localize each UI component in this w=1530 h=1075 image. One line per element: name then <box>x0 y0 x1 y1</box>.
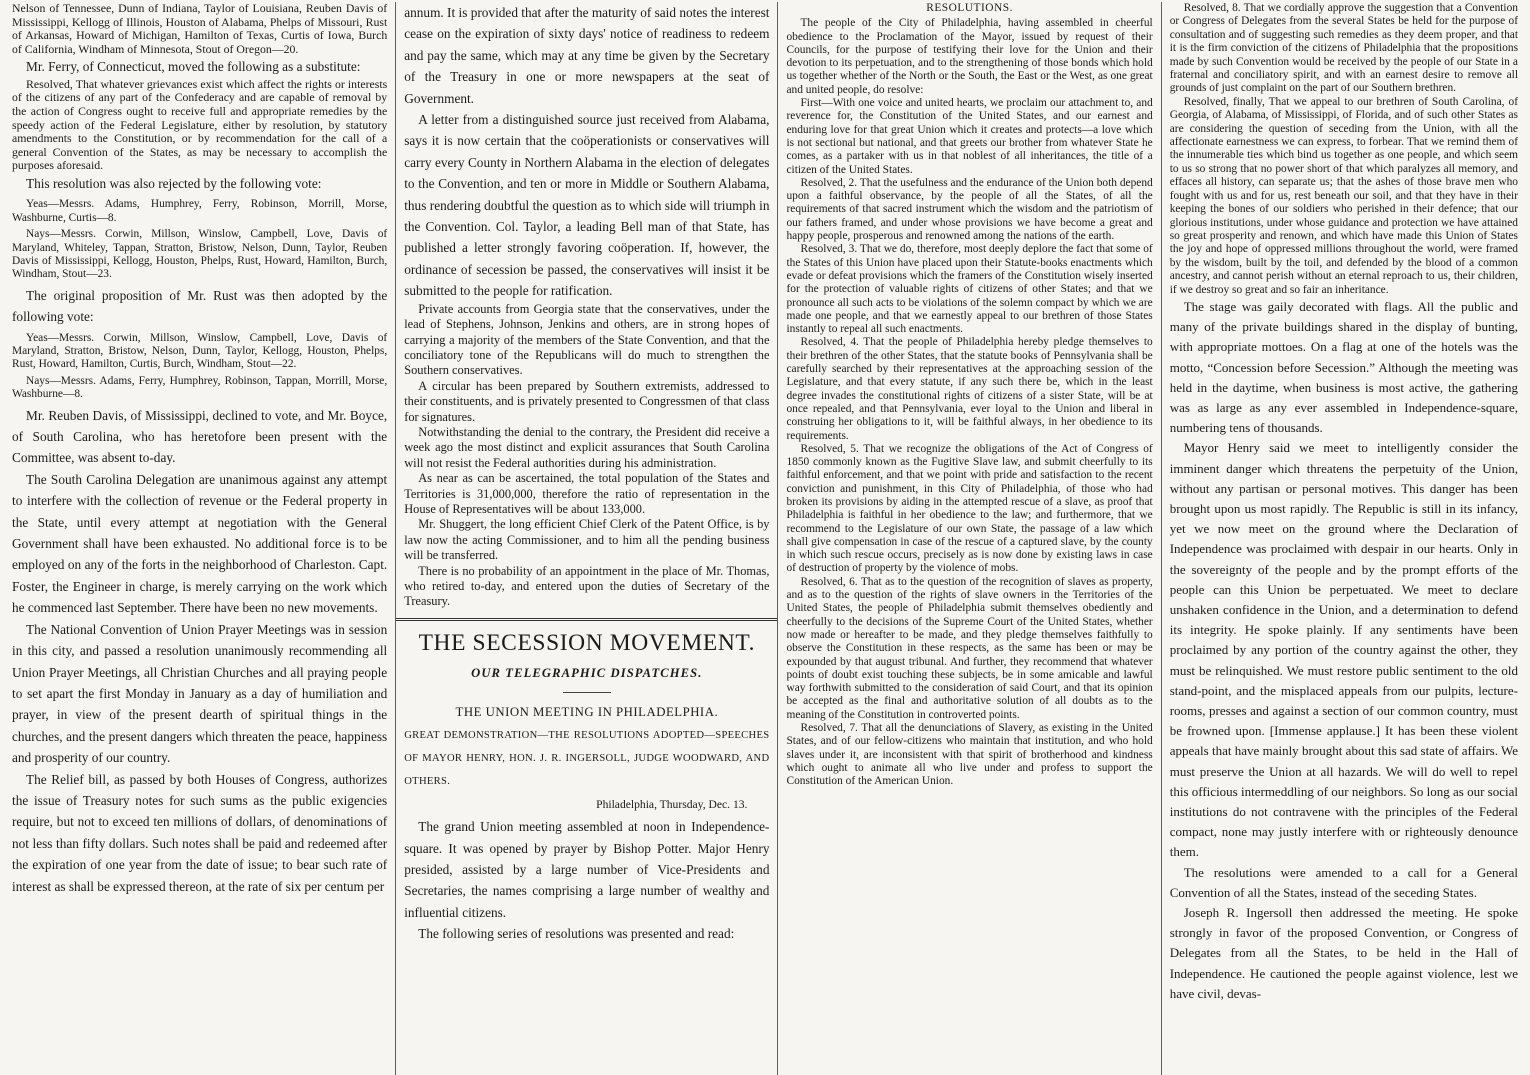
davis-boyce-paragraph: Mr. Reuben Davis, of Mississippi, declined to vote, and Mr. Boyce, of South Carolina, who has heretofore been present with the Committee, was absent to-day. <box>12 407 388 466</box>
yeas-vote-2: Yeas—Messrs. Corwin, Millson, Winslow, Campbell, Love, Davis of Maryland, Stratton, Bristow, Nelson, Dunn, Taylor, Kellogg, Houston, Phelps, Rust, Howard, Hamilton, Curtis, Burch, Windham, Stout—22. <box>12 331 388 371</box>
prayer-meeting-paragraph: The National Convention of Union Prayer Meetings was in session in this city, and passed a resolution unanimously recommending all Union Prayer Meetings, all Christian Churches and all praying people to set apart the first Monday in January as a day of humiliation and prayer, in view of the present dearth of spiritual things in the churches, and the present dangers which threaten the peace, happiness and prosperity of our country. <box>12 621 388 766</box>
yeas-vote-1: Yeas—Messrs. Adams, Humphrey, Ferry, Robinson, Morrill, Morse, Washburne, Curtis—8. <box>12 198 388 224</box>
south-carolina-delegation-paragraph: The South Carolina Delegation are unanimous against any attempt to interfere with the collection of revenue or the Federal property in the State, until every attempt at negotiation with the General Government shall have been exhausted. No additional force is to be employed on any of the forts in the neighborhood of Charleston. Capt. Foster, the Engineer in charge, is merely carrying on the work which he commenced last September. There have been no new movements. <box>12 471 388 616</box>
relief-bill-paragraph: The Relief bill, as passed by both Houses of Congress, authorizes the issue of Treasury notes for such sums as the public exigencies require, but not to exceed ten millions of dollars, of denominations of not less than fifty dollars. Such notes shall be paid and redeemed after the expiration of one year from the date of issue; to bear such rate of interest as shall be expressed thereon, at the rate of six per centum per <box>12 771 388 894</box>
resolution-7: Resolved, 7. That all the denunciations of Slavery, as existing in the United States, and of our fellow-citizens who maintain that institution, and who hold slaves under it, are inconsistent with that spirit of brotherhood and kindness which ought to animate all who live under and profess to support the Constitution of the American Union. <box>786 722 1153 788</box>
nays-vote-1: Nays—Messrs. Corwin, Millson, Winslow, Campbell, Love, Davis of Maryland, Whiteley, Tappan, Stratton, Bristow, Nelson, Dunn, Taylor, Reuben Davis of Mississippi, Kellogg, Houston, Phelps, Rust, Howard, Hamilton, Burch, Windham, Stout—23. <box>12 228 388 281</box>
resolution-2: Resolved, 2. That the usefulness and the endurance of the Union both depend upon a faithful observance, by the people of all the States, of all the requirements of that sacred instrument which the wisdom and the patriotism of our fathers framed, and under whose provisions we have become a great and happy people, prosperous and renowned among the nations of the earth. <box>786 176 1153 243</box>
ferry-motion: Mr. Ferry, of Connecticut, moved the following as a substitute: <box>26 59 361 75</box>
dateline: Philadelphia, Thursday, Dec. 13. <box>596 798 748 812</box>
president-assurances-paragraph: Notwithstanding the denial to the contrary, the President did receive a week ago the most distinct and explicit assurances that South Carolina will not resist the Federal authorities during his administration. <box>404 424 770 470</box>
resolution-5: Resolved, 5. That we recognize the obligations of the Act of Congress of 1850 commonly known as the Fugitive Slave law, and submit cheerfully to its faithful enforcement, and that we point with pride and satisfaction to the recent conviction and punishment, in this City of Philadelphia, of those who had broken its provisions by aiding in the attempted rescue of a slave, as proof that Philadelphia is faithful in her obedience to the law; and furthermore, that we recommend to the Legislature of our own State, the passage of a law which shall give compensation in case of the rescue of a captured slave, by the county in which such rescue occurs, precisely as is now done by existing laws in case of destruction of property by the violence of mobs. <box>786 442 1153 575</box>
resolution-6: Resolved, 6. That as to the question of the recognition of slaves as property, and as to the question of the rights of slave owners in the Territories of the United States, the people of Philadelphia submit themselves obediently and cheerfully to the decisions of the Supreme Court of the United States, whether now made or hereafter to be made, and they pledge themselves faithfully to observe the Constitution in these respects, as the same has been or may be expounded by that august tribunal. And further, they recommend that whatever points of doubt exist touching these subjects, be in some amicable and lawful way forthwith submitted to the consideration of said Court, and that its opinion be accepted as the final and authoritative solution of all doubts as to the meaning of the Constitution in controverted points. <box>786 575 1153 721</box>
resolution-first: First—With one voice and united hearts, we proclaim our attachment to, and reverence for, the Constitution of the United States, and our earnest and enduring love for that great Union which it creates and protects—a love which is not sectional but national, and that greets our brother from whatever State he comes, as a partaker with us in that noblest of all inheritances, the title of a citizen of the United States. <box>786 97 1153 176</box>
short-divider <box>563 692 611 693</box>
rejection-vote-intro: This resolution was also rejected by the following vote: <box>26 175 322 191</box>
ferry-substitute-resolution: Resolved, That whatever grievances exist which affect the rights or interests of the citizens of any part of the Confederacy and are capable of removal by the action of Congress ought to receive full and appropriate remedies by the speedy action of the Federal Legislature, either by resolution, by statutory amendments to the Constitution, or by recommendation for the call of a general Convention of the States, as may be necessary to accomplish the purposes aforesaid. <box>12 76 388 173</box>
resolution-3: Resolved, 3. That we do, therefore, most deeply deplore the fact that some of the States of this Union have placed upon their Statute-books enactments which evade or defeat provisions which the framers of the Constitution wisely inserted for the protection of valuable rights of citizens of other States; and that we pronounce all such acts to be violations of the solemn compact by which we are made one people, and that we earnestly appeal to our brethren of those States instantly to repeal all such enactments. <box>786 243 1153 336</box>
nays-vote-2: Nays—Messrs. Adams, Ferry, Humphrey, Robinson, Tappan, Morrill, Morse, Washburne—8. <box>12 374 388 401</box>
headline: THE SECESSION MOVEMENT. <box>418 629 756 656</box>
treasury-appointment-paragraph: There is no probability of an appointment in the place of Mr. Thomas, who retired to-day, and entered upon the duties of Secretary of the Treasury. <box>404 563 770 609</box>
column-3 <box>778 2 1160 1075</box>
subheadline: OUR TELEGRAPHIC DISPATCHES. <box>471 665 703 680</box>
rust-proposition-intro: The original proposition of Mr. Rust was then adopted by the following vote: <box>12 287 388 325</box>
meeting-deck: GREAT DEMONSTRATION—THE RESOLUTIONS ADOPTED—SPEECHES OF MAYOR HENRY, HON. J. R. INGERSOLL, JUDGE WOODWARD, AND OTHERS. <box>404 730 770 788</box>
vote-list-continued: Nelson of Tennessee, Dunn of Indiana, Taylor of Louisiana, Reuben Davis of Mississippi, Kellogg of Illinois, Houston of Alabama, Phelps of Missouri, Rust of Arkansas, Howard of Michigan, Hamilton of Texas, Curtis of Iowa, Burch of California, Windham of Minnesota, Stout of Oregon—20. <box>12 2 388 56</box>
circular-paragraph: A circular has been prepared by Southern extremists, addressed to their constituents, and is privately presented to Congressmen of that class for signatures. <box>404 378 770 424</box>
alabama-letter-paragraph: A letter from a distinguished source just received from Alabama, says it is now certain that the coöperationists or conservatives will carry every County in Northern Alabama in the election of delegates to the Convention, and ten or more in Middle or Southern Alabama, thus rendering doubtful the question as to which side will triumph in the Convention. Col. Taylor, a leading Bell man of that State, has published a letter strongly favoring coöperation. If, however, the ordinance of secession be passed, the conservatives will insist it be submitted to the people for ratification. <box>404 112 770 299</box>
resolution-8: Resolved, 8. That we cordially approve the suggestion that a Convention or Congress of Delegates from the several States be held for the purpose of consultation and of suggesting such remedies as they deem proper, and that it is the firm conviction of the citizens of Philadelphia that the propositions made by such Convention would be received by the people of our State in a fraternal and conciliatory spirit, and with an earnest desire to remove all grounds of just complaint on the part of our Southern brethren. <box>1169 2 1518 95</box>
mayor-henry-speech-paragraph: Mayor Henry said we meet to intelligently consider the imminent danger which threatens the perpetuity of the Union, without any partisan or personal motives. This danger has been brought upon us most rapidly. The Republic is still in its infancy, yet we now meet on the ground where the Declaration of Independence was proclaimed with despair in our hearts. Only in the sovereignty of the people and by the prompt efforts of the people can this Union be perpetuated. We meet to declare unshaken confidence in the Union, and a determination to defend its integrity. He spoke plainly. If any sentiments have been proclaimed by any portion of the country against the other, they must be relinquished. We must restore public sentiment to the old stand-point, and the misplaced appeals from our pulpits, lecture-rooms, presses and against a section of our common country, must be frowned upon. [Immense applause.] It has been these violent appeals that have mainly brought about this sad state of affairs. We must preserve the Union at all hazards. We will do well to repel this officious intermeddling of our neighbors. So long as our social institutions do not contravene with the principles of the Federal compact, none may justly interfere with or righteously denounce them. <box>1169 440 1518 860</box>
resolution-4: Resolved, 4. That the people of Philadelphia hereby pledge themselves to their brethren of the other States, that the statute books of Pennsylvania shall be carefully searched by their representatives at the approaching session of the Legislature, and that every statute, if any such there be, which in the least degree invades the constitutional rights of citizens of a sister State, will be at once repealed, and that Pennsylvania, ever loyal to the Union and liberal in construing her obligations to it, will be faithful always, in her obedience to its requirements. <box>786 336 1153 442</box>
column-2 <box>396 2 777 1075</box>
resolutions-amended-paragraph: The resolutions were amended to a call for a General Convention of all the States, instead of the seceding States. <box>1169 864 1518 900</box>
ingersoll-paragraph: Joseph R. Ingersoll then addressed the meeting. He spoke strongly in favor of the proposed Convention, or Congress of Delegates from all the States, to be held in the Hall of Independence. He cautioned the people against violence, lest we have civil, devas- <box>1169 905 1518 1001</box>
resolution-final: Resolved, finally, That we appeal to our brethren of South Carolina, of Georgia, of Alabama, of Mississippi, of Florida, and of such other States as are considering the question of seceding from the Union, with all the affectionate earnestness we can express, to forbear. That we remind them of the innumerable ties which bind us together as one people, and which seem to us so strong that no power short of that which paralyzes all memory, and effaces all history, can separate us; that the ashes of those brave men who fought with us and for us, rest beneath our soil, and that they have in their keeping the bones of our soldiers who perished in their defence; that our glorious institutions, under whose guidance and protection we have attained so great prosperity and renown, and which have made this Union of States the joy and hope of oppressed millions throughout the world, were framed by the wisdom, built by the toil, and defended by the blood of a common ancestry, and cannot perish without an eternal reproach to us, their children, if we destroy so great and so fair an inheritance. <box>1169 95 1518 296</box>
resolutions-heading: RESOLUTIONS. <box>926 2 1013 14</box>
patent-office-paragraph: Mr. Shuggert, the long efficient Chief Clerk of the Patent Office, is by law now the acting Commissioner, and to him all the pending business will be transferred. <box>404 517 770 563</box>
stage-decoration-paragraph: The stage was gaily decorated with flags. All the public and many of the private buildings shared in the display of bunting, with appropriate mottoes. On a flag at one of the hotels was the motto, “Concession before Secession.” Although the meeting was held in the daytime, when business is most active, the gathering was as large as any ever assembled in Independence-square, numbering tens of thousands. <box>1169 298 1518 436</box>
secession-movement-section <box>396 618 777 945</box>
resolution-preamble: The people of the City of Philadelphia, having assembled in cheerful obedience to the Proclamation of the Mayor, issued by request of their Councils, for the purpose of testifying their love for the Union and their devotion to its perpetuation, and to the strengthening of those bonds which hold us together whether of the North or the South, the East or the West, as one great and united people, do resolve: <box>786 17 1153 96</box>
column-4 <box>1162 2 1526 1075</box>
relief-bill-continued: annum. It is provided that after the maturity of said notes the interest cease on the expiration of sixty days' notice of readiness to redeem and pay the same, which may at any time be given by the Secretary of the Treasury in one or more newspapers at the seat of Government. <box>404 5 770 106</box>
georgia-accounts-paragraph: Private accounts from Georgia state that the conservatives, under the lead of Stephens, Johnson, Jenkins and others, are in strong hopes of carrying a majority of the members of the State Convention, and that the conciliatory tone of the Republicans will do much to strengthen the Southern conservatives. <box>404 301 770 378</box>
population-paragraph: As near as can be ascertained, the total population of the States and Territories is 31,000,000, therefore the ratio of representation in the House of Representatives will be about 133,000. <box>404 471 770 516</box>
column-1 <box>4 2 395 1075</box>
resolutions-intro: The following series of resolutions was presented and read: <box>418 926 735 942</box>
grand-union-meeting-paragraph: The grand Union meeting assembled at noon in Independence-square. It was opened by prayer by Bishop Potter. Major Henry presided, assisted by a large number of Vice-Presidents and Secretaries, the names comprising a large number of wealthy and influential citizens. <box>404 819 770 920</box>
meeting-title: THE UNION MEETING IN PHILADELPHIA. <box>455 705 719 720</box>
